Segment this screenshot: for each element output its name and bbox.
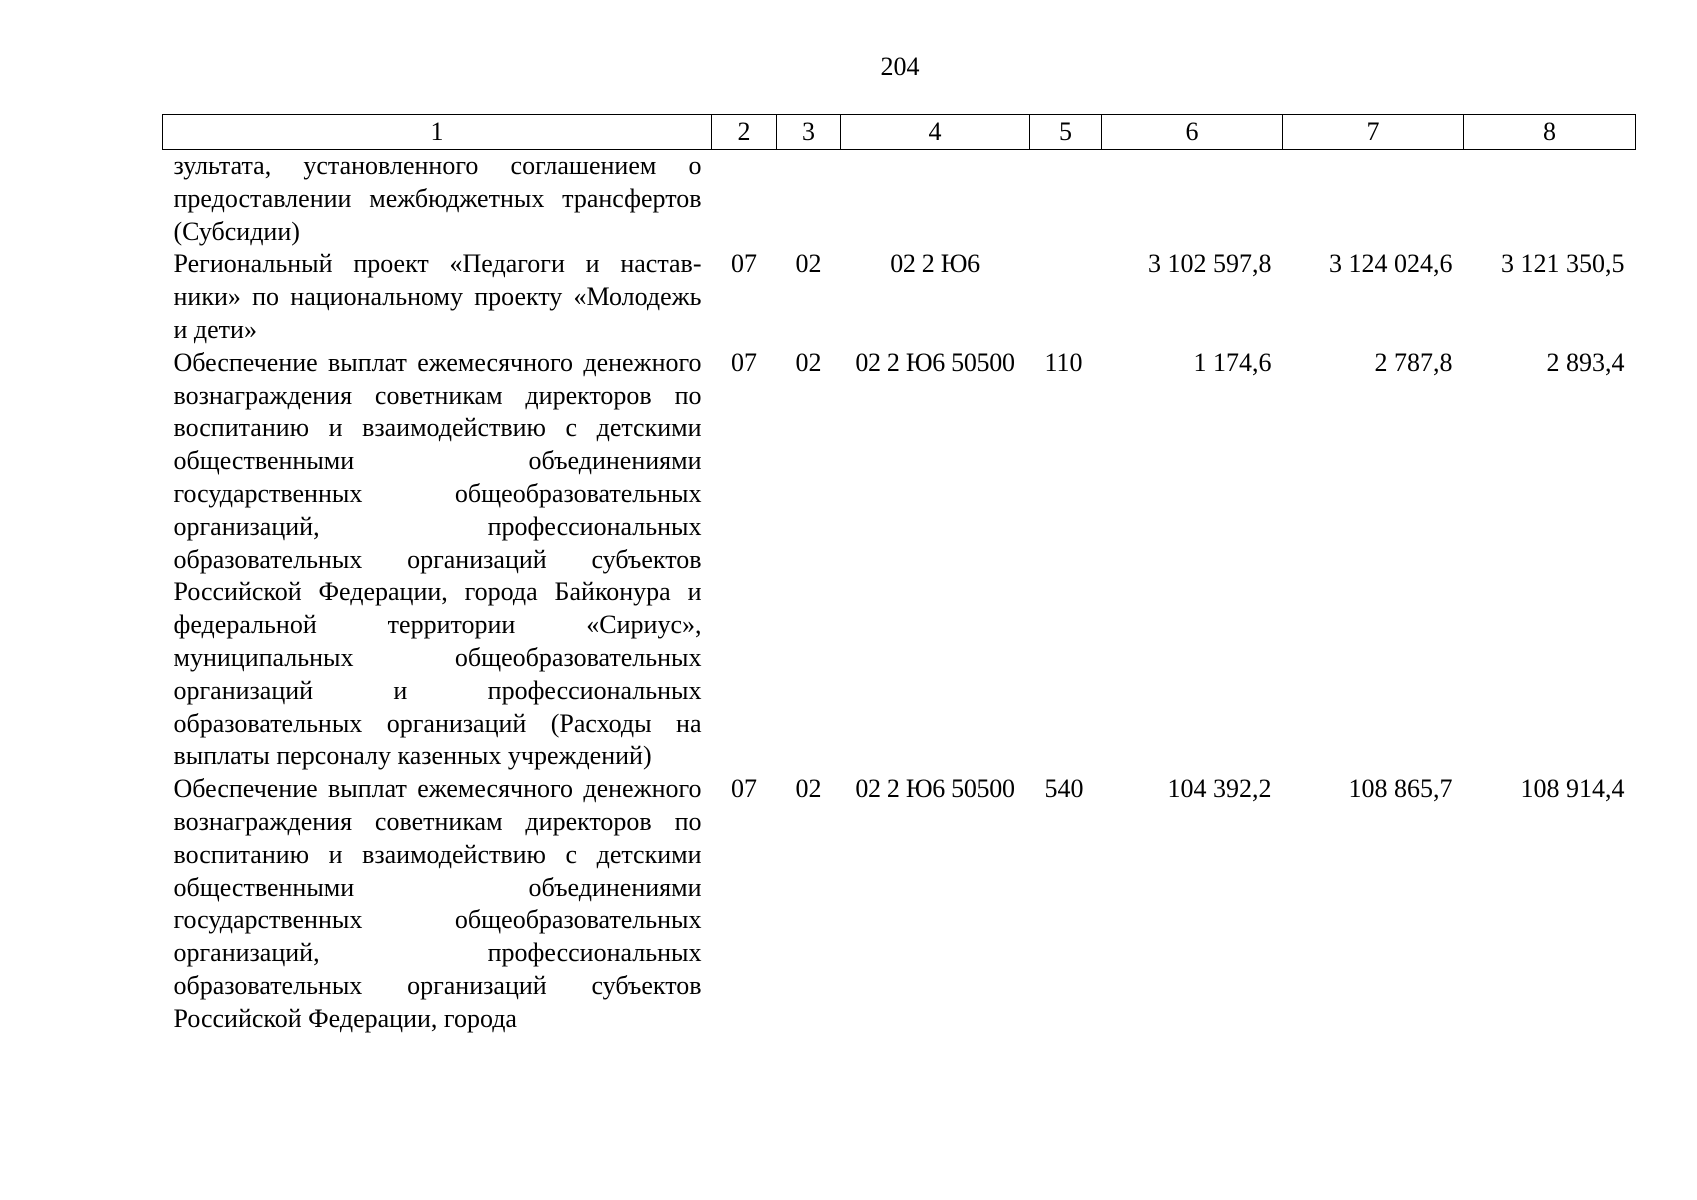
cell-section: 07 xyxy=(731,347,757,377)
header-col-6: 6 xyxy=(1102,115,1283,150)
table-row xyxy=(163,773,1636,1035)
table-body xyxy=(163,150,1636,1036)
header-col-4: 4 xyxy=(841,115,1030,150)
cell-amount-col6: 3 102 597,8 xyxy=(1148,249,1272,279)
budget-table xyxy=(162,114,1636,1036)
cell-subsection: 02 xyxy=(795,774,822,804)
cell-amount-col6: 104 392,2 xyxy=(1167,774,1272,804)
header-col-7: 7 xyxy=(1283,115,1464,150)
cell-target-article xyxy=(841,150,1030,249)
row-description: зультата, установленного соглашением о предоставлении межбюджетных трансфертов (Субсидии) xyxy=(173,151,702,246)
cell-amount-col7: 2 787,8 xyxy=(1374,347,1453,377)
cell-expense-type: 540 xyxy=(1044,774,1084,804)
cell-expense-type xyxy=(1030,150,1102,249)
cell-subsection xyxy=(777,150,841,249)
cell-expense-type: 110 xyxy=(1044,347,1083,377)
cell-amount-col6: 1 174,6 xyxy=(1193,347,1272,377)
cell-amount-col8: 2 893,4 xyxy=(1546,347,1625,377)
cell-subsection: 02 xyxy=(795,249,822,279)
cell-amount-col6 xyxy=(1102,150,1283,249)
row-description: Обеспечение выплат ежемесячного денежного вознаграждения советникам директоров по воспитанию и взаимодействию с детскими общественными объединениями государственных общеобразовательных организаций, профессиональных образовательных организаций субъектов Российской Федерации, города Байконура и федеральной территории «Сириус», муниципальных общеобразовательных организаций и профессиональных образовательных организаций (Расходы на выплаты персоналу казенных учреждений) xyxy=(173,347,702,771)
header-col-5: 5 xyxy=(1030,115,1102,150)
cell-target-article: 02 2 Ю6 50500 xyxy=(855,774,1015,804)
cell-amount-col8: 108 914,4 xyxy=(1520,774,1625,804)
header-col-8: 8 xyxy=(1464,115,1636,150)
cell-amount-col7: 3 124 024,6 xyxy=(1329,249,1453,279)
table-row xyxy=(163,150,1636,249)
table-header xyxy=(163,115,1636,150)
cell-amount-col7 xyxy=(1283,150,1464,249)
cell-target-article: 02 2 Ю6 50500 xyxy=(855,347,1015,377)
cell-target-article: 02 2 Ю6 xyxy=(890,249,980,279)
header-row xyxy=(163,115,1636,150)
row-description: Региональный проект «Педагоги и наставники» по национальному проекту «Молодежь и дети» xyxy=(173,249,702,344)
header-col-1: 1 xyxy=(163,115,712,150)
row-description: Обеспечение выплат ежемесячного денежного вознаграждения советникам директоров по воспитанию и взаимодействию с детскими общественными объединениями государственных общеобразовательных организаций, профессиональных образовательных организаций субъектов Российской Федерации, города xyxy=(173,774,702,1033)
cell-amount-col7: 108 865,7 xyxy=(1348,774,1453,804)
cell-subsection: 02 xyxy=(795,347,822,377)
cell-amount-col8: 3 121 350,5 xyxy=(1501,249,1625,279)
table-row xyxy=(163,347,1636,773)
cell-expense-type xyxy=(1030,248,1102,346)
cell-section: 07 xyxy=(731,774,757,804)
header-col-3: 3 xyxy=(777,115,841,150)
cell-section: 07 xyxy=(731,249,757,279)
page-number: 204 xyxy=(880,52,920,81)
cell-amount-col8 xyxy=(1464,150,1636,249)
table-row xyxy=(163,248,1636,346)
cell-section xyxy=(712,150,777,249)
header-col-2: 2 xyxy=(712,115,777,150)
